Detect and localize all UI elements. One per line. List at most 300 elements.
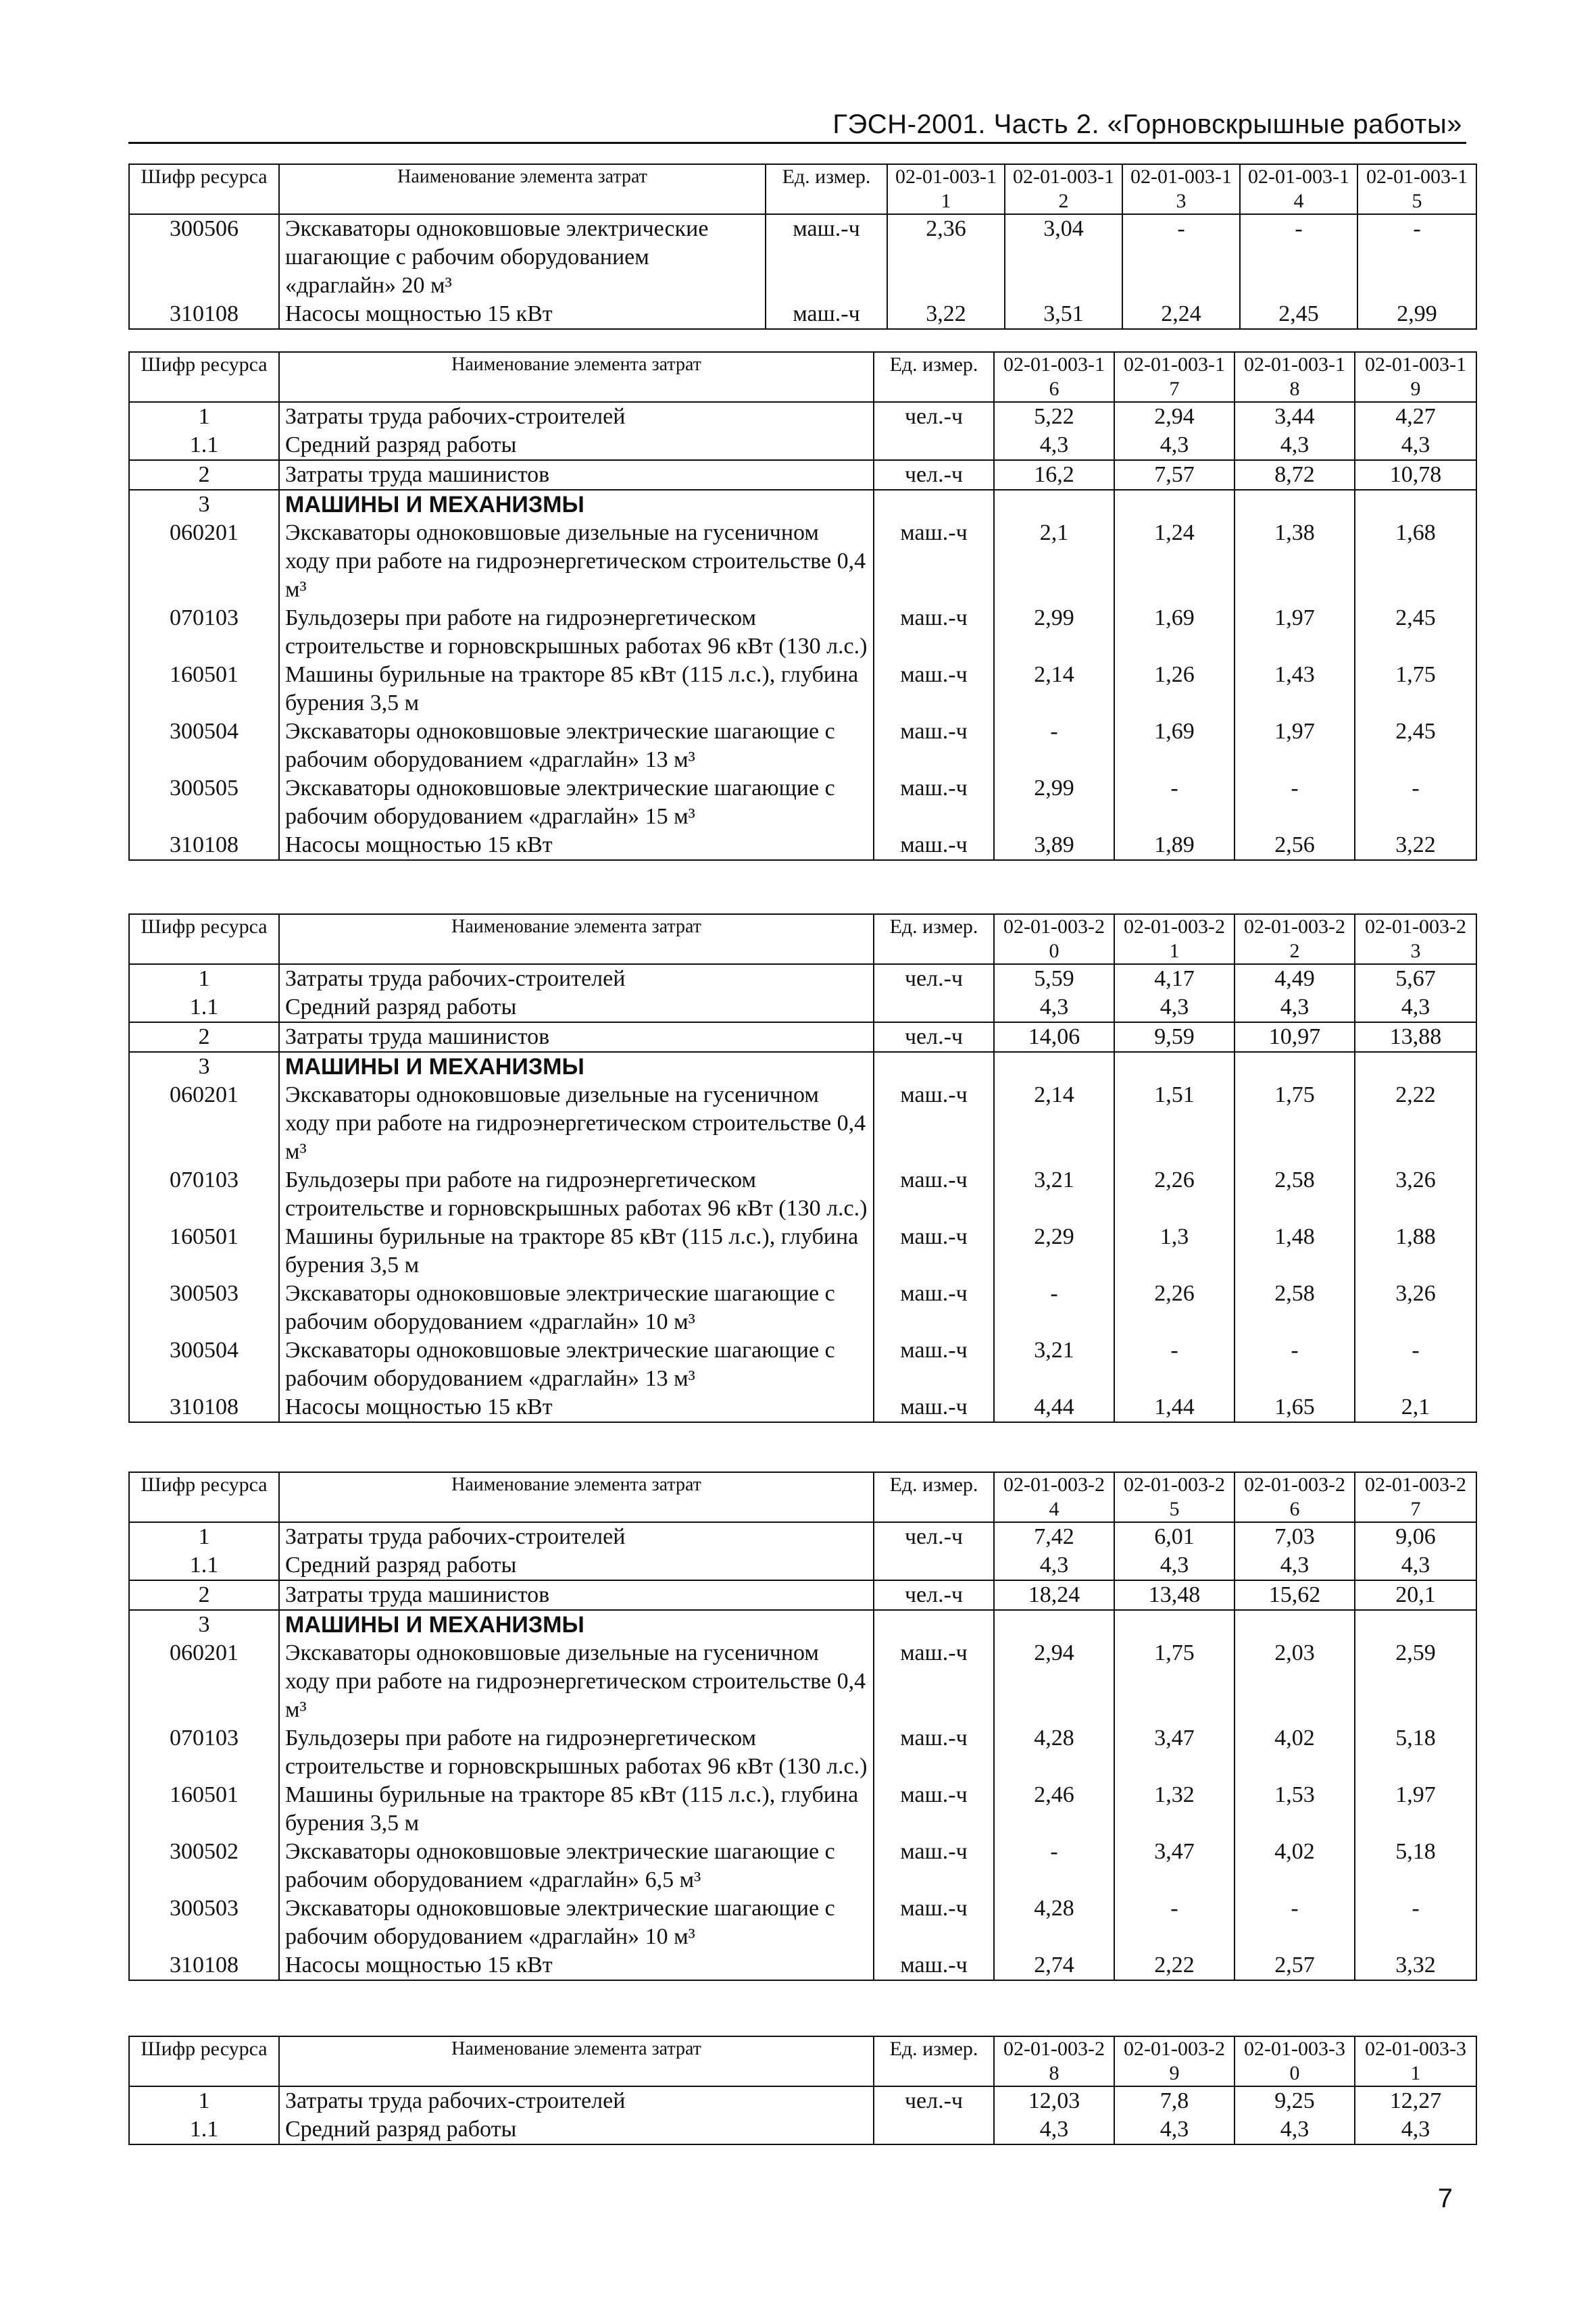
value-cell: 3,26: [1355, 1166, 1476, 1223]
value-cell: 4,28: [994, 1894, 1114, 1951]
value-cell: 1,75: [1355, 661, 1476, 718]
header-row: [129, 2036, 1476, 2086]
value-cell: 3,89: [994, 831, 1114, 860]
value-cell: 2,59: [1355, 1639, 1476, 1724]
unit-cell: маш.-ч: [874, 1336, 994, 1393]
value-cell: 5,67: [1355, 964, 1476, 993]
unit-cell: маш.-ч: [874, 1951, 994, 1980]
unit-cell: чел.-ч: [874, 964, 994, 993]
value-cell: [1355, 490, 1476, 519]
unit-column-header: Ед. измер.: [766, 164, 887, 214]
table-row: [129, 604, 1476, 661]
value-cell: 2,57: [1235, 1951, 1355, 1980]
resource-code: 070103: [129, 1166, 279, 1223]
cost-table-block: [128, 2036, 1480, 2145]
cost-element-name: Насосы мощностью 15 кВт: [279, 831, 874, 860]
value-cell: 1,88: [1355, 1223, 1476, 1280]
value-cell: 10,97: [1235, 1022, 1355, 1052]
value-cell: 2,58: [1235, 1280, 1355, 1336]
resource-code: 300506: [129, 214, 279, 300]
cost-table: [128, 913, 1477, 1423]
value-cell: [1114, 1610, 1235, 1639]
value-cell: -: [994, 718, 1114, 774]
table-header: [129, 352, 1476, 402]
value-cell: 1,75: [1235, 1081, 1355, 1166]
unit-cell: чел.-ч: [874, 1522, 994, 1551]
unit-cell: [874, 993, 994, 1022]
value-cell: 18,24: [994, 1580, 1114, 1610]
value-cell: 1,89: [1114, 831, 1235, 860]
value-cell: 12,27: [1355, 2086, 1476, 2115]
value-cell: 1,69: [1114, 604, 1235, 661]
value-cell: 1,53: [1235, 1781, 1355, 1838]
value-cell: 2,94: [1114, 402, 1235, 431]
code-column-header: Шифр ресурса: [129, 1472, 279, 1522]
value-cell: -: [1235, 774, 1355, 831]
value-cell: 1,32: [1114, 1781, 1235, 1838]
table-body: [129, 402, 1476, 860]
value-cell: 2,45: [1355, 604, 1476, 661]
table-row: [129, 774, 1476, 831]
norm-column-header: 02-01-003-28: [994, 2036, 1114, 2086]
cost-element-name: Бульдозеры при работе на гидроэнергетическом строительстве и горновскрышных работах 96 кВт (130 л.с.): [279, 1166, 874, 1223]
value-cell: 2,26: [1114, 1166, 1235, 1223]
value-cell: 2,26: [1114, 1280, 1235, 1336]
value-cell: 1,97: [1355, 1781, 1476, 1838]
value-cell: -: [1122, 214, 1240, 300]
value-cell: [994, 490, 1114, 519]
value-cell: 2,74: [994, 1951, 1114, 1980]
cost-element-name: Экскаваторы одноковшовые дизельные на гусеничном ходу при работе на гидроэнергетическом строительстве 0,4 м³: [279, 1081, 874, 1166]
resource-code: 1.1: [129, 431, 279, 460]
value-cell: 3,44: [1235, 402, 1355, 431]
value-cell: -: [1114, 1894, 1235, 1951]
value-cell: 5,22: [994, 402, 1114, 431]
resource-code: 1.1: [129, 993, 279, 1022]
value-cell: 8,72: [1235, 460, 1355, 490]
value-cell: 7,8: [1114, 2086, 1235, 2115]
norm-column-header: 02-01-003-21: [1114, 914, 1235, 964]
cost-table-block: [128, 351, 1480, 861]
value-cell: 2,36: [887, 214, 1005, 300]
resource-code: 310108: [129, 1393, 279, 1422]
unit-cell: маш.-ч: [874, 1639, 994, 1724]
value-cell: 20,1: [1355, 1580, 1476, 1610]
value-cell: 12,03: [994, 2086, 1114, 2115]
norm-column-header: 02-01-003-31: [1355, 2036, 1476, 2086]
resource-code: 160501: [129, 1223, 279, 1280]
resource-code: 3: [129, 1052, 279, 1081]
value-cell: 4,49: [1235, 964, 1355, 993]
value-cell: 2,29: [994, 1223, 1114, 1280]
norm-column-header: 02-01-003-14: [1240, 164, 1357, 214]
value-cell: 1,48: [1235, 1223, 1355, 1280]
value-cell: [994, 1610, 1114, 1639]
cost-element-name: Машины бурильные на тракторе 85 кВт (115 л.с.), глубина бурения 3,5 м: [279, 1223, 874, 1280]
value-cell: 2,99: [994, 774, 1114, 831]
value-cell: 4,3: [1235, 2115, 1355, 2144]
value-cell: 14,06: [994, 1022, 1114, 1052]
name-column-header: Наименование элемента затрат: [279, 2036, 874, 2086]
resource-code: 060201: [129, 519, 279, 604]
norm-column-header: 02-01-003-17: [1114, 352, 1235, 402]
header-row: [129, 914, 1476, 964]
table-row: [129, 1081, 1476, 1166]
table-row: [129, 300, 1476, 329]
value-cell: 2,03: [1235, 1639, 1355, 1724]
unit-cell: маш.-ч: [874, 1894, 994, 1951]
value-cell: -: [1355, 1894, 1476, 1951]
cost-element-name: МАШИНЫ И МЕХАНИЗМЫ: [279, 1610, 874, 1639]
table-row: [129, 993, 1476, 1022]
unit-cell: маш.-ч: [874, 1081, 994, 1166]
value-cell: 4,28: [994, 1724, 1114, 1781]
value-cell: 4,3: [994, 2115, 1114, 2144]
resource-code: 070103: [129, 1724, 279, 1781]
value-cell: -: [1235, 1336, 1355, 1393]
table-row: [129, 1336, 1476, 1393]
resource-code: 300504: [129, 1336, 279, 1393]
value-cell: 1,65: [1235, 1393, 1355, 1422]
value-cell: 4,3: [1355, 2115, 1476, 2144]
norm-column-header: 02-01-003-16: [994, 352, 1114, 402]
value-cell: 7,03: [1235, 1522, 1355, 1551]
value-cell: 2,24: [1122, 300, 1240, 329]
resource-code: 310108: [129, 831, 279, 860]
norm-column-header: 02-01-003-25: [1114, 1472, 1235, 1522]
cost-table-block: [128, 913, 1480, 1423]
header-row: [129, 1472, 1476, 1522]
resource-code: 1: [129, 964, 279, 993]
resource-code: 2: [129, 460, 279, 490]
resource-code: 3: [129, 1610, 279, 1639]
table-row: [129, 661, 1476, 718]
cost-element-name: Средний разряд работы: [279, 1551, 874, 1580]
cost-element-name: Экскаваторы одноковшовые электрические шагающие с рабочим оборудованием «драглайн» 13 м³: [279, 718, 874, 774]
value-cell: 3,47: [1114, 1838, 1235, 1894]
unit-cell: маш.-ч: [766, 214, 887, 300]
value-cell: 1,69: [1114, 718, 1235, 774]
value-cell: 7,42: [994, 1522, 1114, 1551]
value-cell: 1,51: [1114, 1081, 1235, 1166]
cost-element-name: Затраты труда машинистов: [279, 1022, 874, 1052]
value-cell: [994, 1052, 1114, 1081]
value-cell: -: [1235, 1894, 1355, 1951]
page-header: ГЭСН-2001. Часть 2. «Горновскрышные работы»: [832, 109, 1462, 139]
table-body: [129, 2086, 1476, 2144]
value-cell: 2,22: [1114, 1951, 1235, 1980]
table-row: [129, 1838, 1476, 1894]
resource-code: 2: [129, 1580, 279, 1610]
value-cell: 4,27: [1355, 402, 1476, 431]
value-cell: 4,3: [1114, 2115, 1235, 2144]
norm-column-header: 02-01-003-22: [1235, 914, 1355, 964]
value-cell: 2,45: [1240, 300, 1357, 329]
cost-element-name: Средний разряд работы: [279, 2115, 874, 2144]
value-cell: [1114, 490, 1235, 519]
value-cell: 1,97: [1235, 718, 1355, 774]
norm-column-header: 02-01-003-30: [1235, 2036, 1355, 2086]
value-cell: 2,14: [994, 661, 1114, 718]
cost-element-name: Затраты труда рабочих-строителей: [279, 402, 874, 431]
cost-element-name: Экскаваторы одноковшовые дизельные на гусеничном ходу при работе на гидроэнергетическом строительстве 0,4 м³: [279, 519, 874, 604]
unit-cell: чел.-ч: [874, 2086, 994, 2115]
table-header: [129, 914, 1476, 964]
value-cell: 10,78: [1355, 460, 1476, 490]
value-cell: 1,38: [1235, 519, 1355, 604]
cost-element-name: Экскаваторы одноковшовые электрические шагающие с рабочим оборудованием «драглайн» 15 м³: [279, 774, 874, 831]
value-cell: 3,26: [1355, 1280, 1476, 1336]
cost-element-name: Затраты труда машинистов: [279, 1580, 874, 1610]
resource-code: 3: [129, 490, 279, 519]
resource-code: 2: [129, 1022, 279, 1052]
cost-table: [128, 164, 1477, 330]
value-cell: 7,57: [1114, 460, 1235, 490]
value-cell: 4,3: [1114, 1551, 1235, 1580]
value-cell: 5,59: [994, 964, 1114, 993]
value-cell: 2,46: [994, 1781, 1114, 1838]
value-cell: 5,18: [1355, 1724, 1476, 1781]
unit-cell: маш.-ч: [874, 1280, 994, 1336]
table-row: [129, 1781, 1476, 1838]
table-row: [129, 1223, 1476, 1280]
unit-cell: [874, 490, 994, 519]
code-column-header: Шифр ресурса: [129, 914, 279, 964]
table-row: [129, 1610, 1476, 1639]
table-row: [129, 2086, 1476, 2115]
cost-element-name: Бульдозеры при работе на гидроэнергетическом строительстве и горновскрышных работах 96 кВт (130 л.с.): [279, 1724, 874, 1781]
table-row: [129, 460, 1476, 490]
value-cell: 4,44: [994, 1393, 1114, 1422]
cost-element-name: Затраты труда рабочих-строителей: [279, 1522, 874, 1551]
value-cell: -: [1114, 1336, 1235, 1393]
value-cell: [1355, 1052, 1476, 1081]
value-cell: 2,99: [1357, 300, 1476, 329]
norm-column-header: 02-01-003-20: [994, 914, 1114, 964]
table-header: [129, 164, 1476, 214]
value-cell: 13,48: [1114, 1580, 1235, 1610]
value-cell: 4,3: [1235, 431, 1355, 460]
unit-cell: маш.-ч: [874, 604, 994, 661]
value-cell: 4,3: [994, 431, 1114, 460]
value-cell: 1,43: [1235, 661, 1355, 718]
unit-cell: [874, 431, 994, 460]
header-rule: [128, 142, 1466, 144]
cost-element-name: Затраты труда машинистов: [279, 460, 874, 490]
table-row: [129, 214, 1476, 300]
table-body: [129, 214, 1476, 329]
value-cell: 4,3: [994, 993, 1114, 1022]
name-column-header: Наименование элемента затрат: [279, 914, 874, 964]
value-cell: [1235, 1610, 1355, 1639]
unit-cell: чел.-ч: [874, 460, 994, 490]
unit-column-header: Ед. измер.: [874, 1472, 994, 1522]
name-column-header: Наименование элемента затрат: [279, 164, 766, 214]
cost-table-block: [128, 164, 1480, 330]
resource-code: 300505: [129, 774, 279, 831]
cost-element-name: Экскаваторы одноковшовые дизельные на гусеничном ходу при работе на гидроэнергетическом строительстве 0,4 м³: [279, 1639, 874, 1724]
value-cell: 4,02: [1235, 1724, 1355, 1781]
cost-table: [128, 351, 1477, 861]
norm-column-header: 02-01-003-18: [1235, 352, 1355, 402]
value-cell: 4,3: [1355, 431, 1476, 460]
unit-cell: маш.-ч: [874, 1838, 994, 1894]
value-cell: -: [994, 1838, 1114, 1894]
value-cell: 2,45: [1355, 718, 1476, 774]
table-row: [129, 431, 1476, 460]
norm-column-header: 02-01-003-13: [1122, 164, 1240, 214]
table-row: [129, 1022, 1476, 1052]
value-cell: 3,21: [994, 1336, 1114, 1393]
page-number: 7: [1437, 2184, 1453, 2213]
unit-cell: чел.-ч: [874, 1022, 994, 1052]
cost-table: [128, 1472, 1477, 1981]
norm-column-header: 02-01-003-19: [1355, 352, 1476, 402]
header-row: [129, 352, 1476, 402]
cost-element-name: Экскаваторы одноковшовые электрические шагающие с рабочим оборудованием «драглайн» 13 м³: [279, 1336, 874, 1393]
value-cell: 1,75: [1114, 1639, 1235, 1724]
unit-cell: [874, 1052, 994, 1081]
code-column-header: Шифр ресурса: [129, 164, 279, 214]
value-cell: 4,02: [1235, 1838, 1355, 1894]
table-row: [129, 402, 1476, 431]
table-row: [129, 1894, 1476, 1951]
unit-cell: [874, 2115, 994, 2144]
value-cell: 9,25: [1235, 2086, 1355, 2115]
table-header: [129, 2036, 1476, 2086]
resource-code: 160501: [129, 1781, 279, 1838]
norm-column-header: 02-01-003-11: [887, 164, 1005, 214]
cost-element-name: Насосы мощностью 15 кВт: [279, 1393, 874, 1422]
norm-column-header: 02-01-003-29: [1114, 2036, 1235, 2086]
cost-element-name: МАШИНЫ И МЕХАНИЗМЫ: [279, 490, 874, 519]
unit-cell: чел.-ч: [874, 1580, 994, 1610]
resource-code: 300503: [129, 1894, 279, 1951]
table-row: [129, 718, 1476, 774]
value-cell: 4,3: [1114, 993, 1235, 1022]
resource-code: 300504: [129, 718, 279, 774]
value-cell: 2,94: [994, 1639, 1114, 1724]
table-row: [129, 1551, 1476, 1580]
norm-column-header: 02-01-003-24: [994, 1472, 1114, 1522]
value-cell: 4,3: [1355, 993, 1476, 1022]
code-column-header: Шифр ресурса: [129, 352, 279, 402]
value-cell: 13,88: [1355, 1022, 1476, 1052]
cost-table: [128, 2036, 1477, 2145]
value-cell: 4,3: [1355, 1551, 1476, 1580]
unit-column-header: Ед. измер.: [874, 352, 994, 402]
value-cell: 1,26: [1114, 661, 1235, 718]
cost-element-name: Машины бурильные на тракторе 85 кВт (115 л.с.), глубина бурения 3,5 м: [279, 1781, 874, 1838]
table-header: [129, 1472, 1476, 1522]
cost-table-block: [128, 1472, 1480, 1981]
cost-element-name: Бульдозеры при работе на гидроэнергетическом строительстве и горновскрышных работах 96 кВт (130 л.с.): [279, 604, 874, 661]
value-cell: 1,44: [1114, 1393, 1235, 1422]
value-cell: 4,3: [1114, 431, 1235, 460]
value-cell: -: [994, 1280, 1114, 1336]
table-row: [129, 1580, 1476, 1610]
resource-code: 1.1: [129, 1551, 279, 1580]
value-cell: 3,51: [1005, 300, 1122, 329]
cost-element-name: Экскаваторы одноковшовые электрические шагающие с рабочим оборудованием «драглайн» 20 м³: [279, 214, 766, 300]
norm-column-header: 02-01-003-26: [1235, 1472, 1355, 1522]
unit-cell: маш.-ч: [766, 300, 887, 329]
resource-code: 060201: [129, 1639, 279, 1724]
norm-column-header: 02-01-003-12: [1005, 164, 1122, 214]
value-cell: [1235, 1052, 1355, 1081]
cost-element-name: Экскаваторы одноковшовые электрические шагающие с рабочим оборудованием «драглайн» 10 м³: [279, 1280, 874, 1336]
value-cell: 2,1: [994, 519, 1114, 604]
cost-element-name: Экскаваторы одноковшовые электрические шагающие с рабочим оборудованием «драглайн» 10 м³: [279, 1894, 874, 1951]
value-cell: 15,62: [1235, 1580, 1355, 1610]
table-row: [129, 831, 1476, 860]
name-column-header: Наименование элемента затрат: [279, 352, 874, 402]
value-cell: 4,17: [1114, 964, 1235, 993]
value-cell: 2,14: [994, 1081, 1114, 1166]
value-cell: [1114, 1052, 1235, 1081]
resource-code: 310108: [129, 1951, 279, 1980]
value-cell: 1,97: [1235, 604, 1355, 661]
resource-code: 060201: [129, 1081, 279, 1166]
cost-element-name: Насосы мощностью 15 кВт: [279, 300, 766, 329]
table-row: [129, 964, 1476, 993]
value-cell: 2,58: [1235, 1166, 1355, 1223]
value-cell: 9,06: [1355, 1522, 1476, 1551]
value-cell: -: [1357, 214, 1476, 300]
value-cell: 6,01: [1114, 1522, 1235, 1551]
value-cell: 3,22: [1355, 831, 1476, 860]
value-cell: 3,47: [1114, 1724, 1235, 1781]
unit-cell: маш.-ч: [874, 774, 994, 831]
table-row: [129, 519, 1476, 604]
unit-cell: маш.-ч: [874, 718, 994, 774]
resource-code: 1: [129, 2086, 279, 2115]
header-row: [129, 164, 1476, 214]
table-row: [129, 490, 1476, 519]
table-row: [129, 1166, 1476, 1223]
value-cell: 2,99: [994, 604, 1114, 661]
resource-code: 070103: [129, 604, 279, 661]
unit-column-header: Ед. измер.: [874, 914, 994, 964]
cost-element-name: Средний разряд работы: [279, 993, 874, 1022]
value-cell: 4,3: [1235, 1551, 1355, 1580]
norm-column-header: 02-01-003-15: [1357, 164, 1476, 214]
table-row: [129, 1393, 1476, 1422]
name-column-header: Наименование элемента затрат: [279, 1472, 874, 1522]
table-row: [129, 1639, 1476, 1724]
table-row: [129, 1951, 1476, 1980]
value-cell: 3,32: [1355, 1951, 1476, 1980]
value-cell: -: [1355, 1336, 1476, 1393]
table-row: [129, 1052, 1476, 1081]
value-cell: 2,1: [1355, 1393, 1476, 1422]
value-cell: 16,2: [994, 460, 1114, 490]
cost-element-name: МАШИНЫ И МЕХАНИЗМЫ: [279, 1052, 874, 1081]
unit-cell: маш.-ч: [874, 1166, 994, 1223]
cost-element-name: Затраты труда рабочих-строителей: [279, 964, 874, 993]
table-row: [129, 1724, 1476, 1781]
table-body: [129, 964, 1476, 1422]
value-cell: 9,59: [1114, 1022, 1235, 1052]
value-cell: 2,56: [1235, 831, 1355, 860]
value-cell: 1,68: [1355, 519, 1476, 604]
norm-column-header: 02-01-003-23: [1355, 914, 1476, 964]
resource-code: 1: [129, 1522, 279, 1551]
resource-code: 300503: [129, 1280, 279, 1336]
unit-cell: маш.-ч: [874, 831, 994, 860]
unit-cell: чел.-ч: [874, 402, 994, 431]
unit-cell: маш.-ч: [874, 519, 994, 604]
